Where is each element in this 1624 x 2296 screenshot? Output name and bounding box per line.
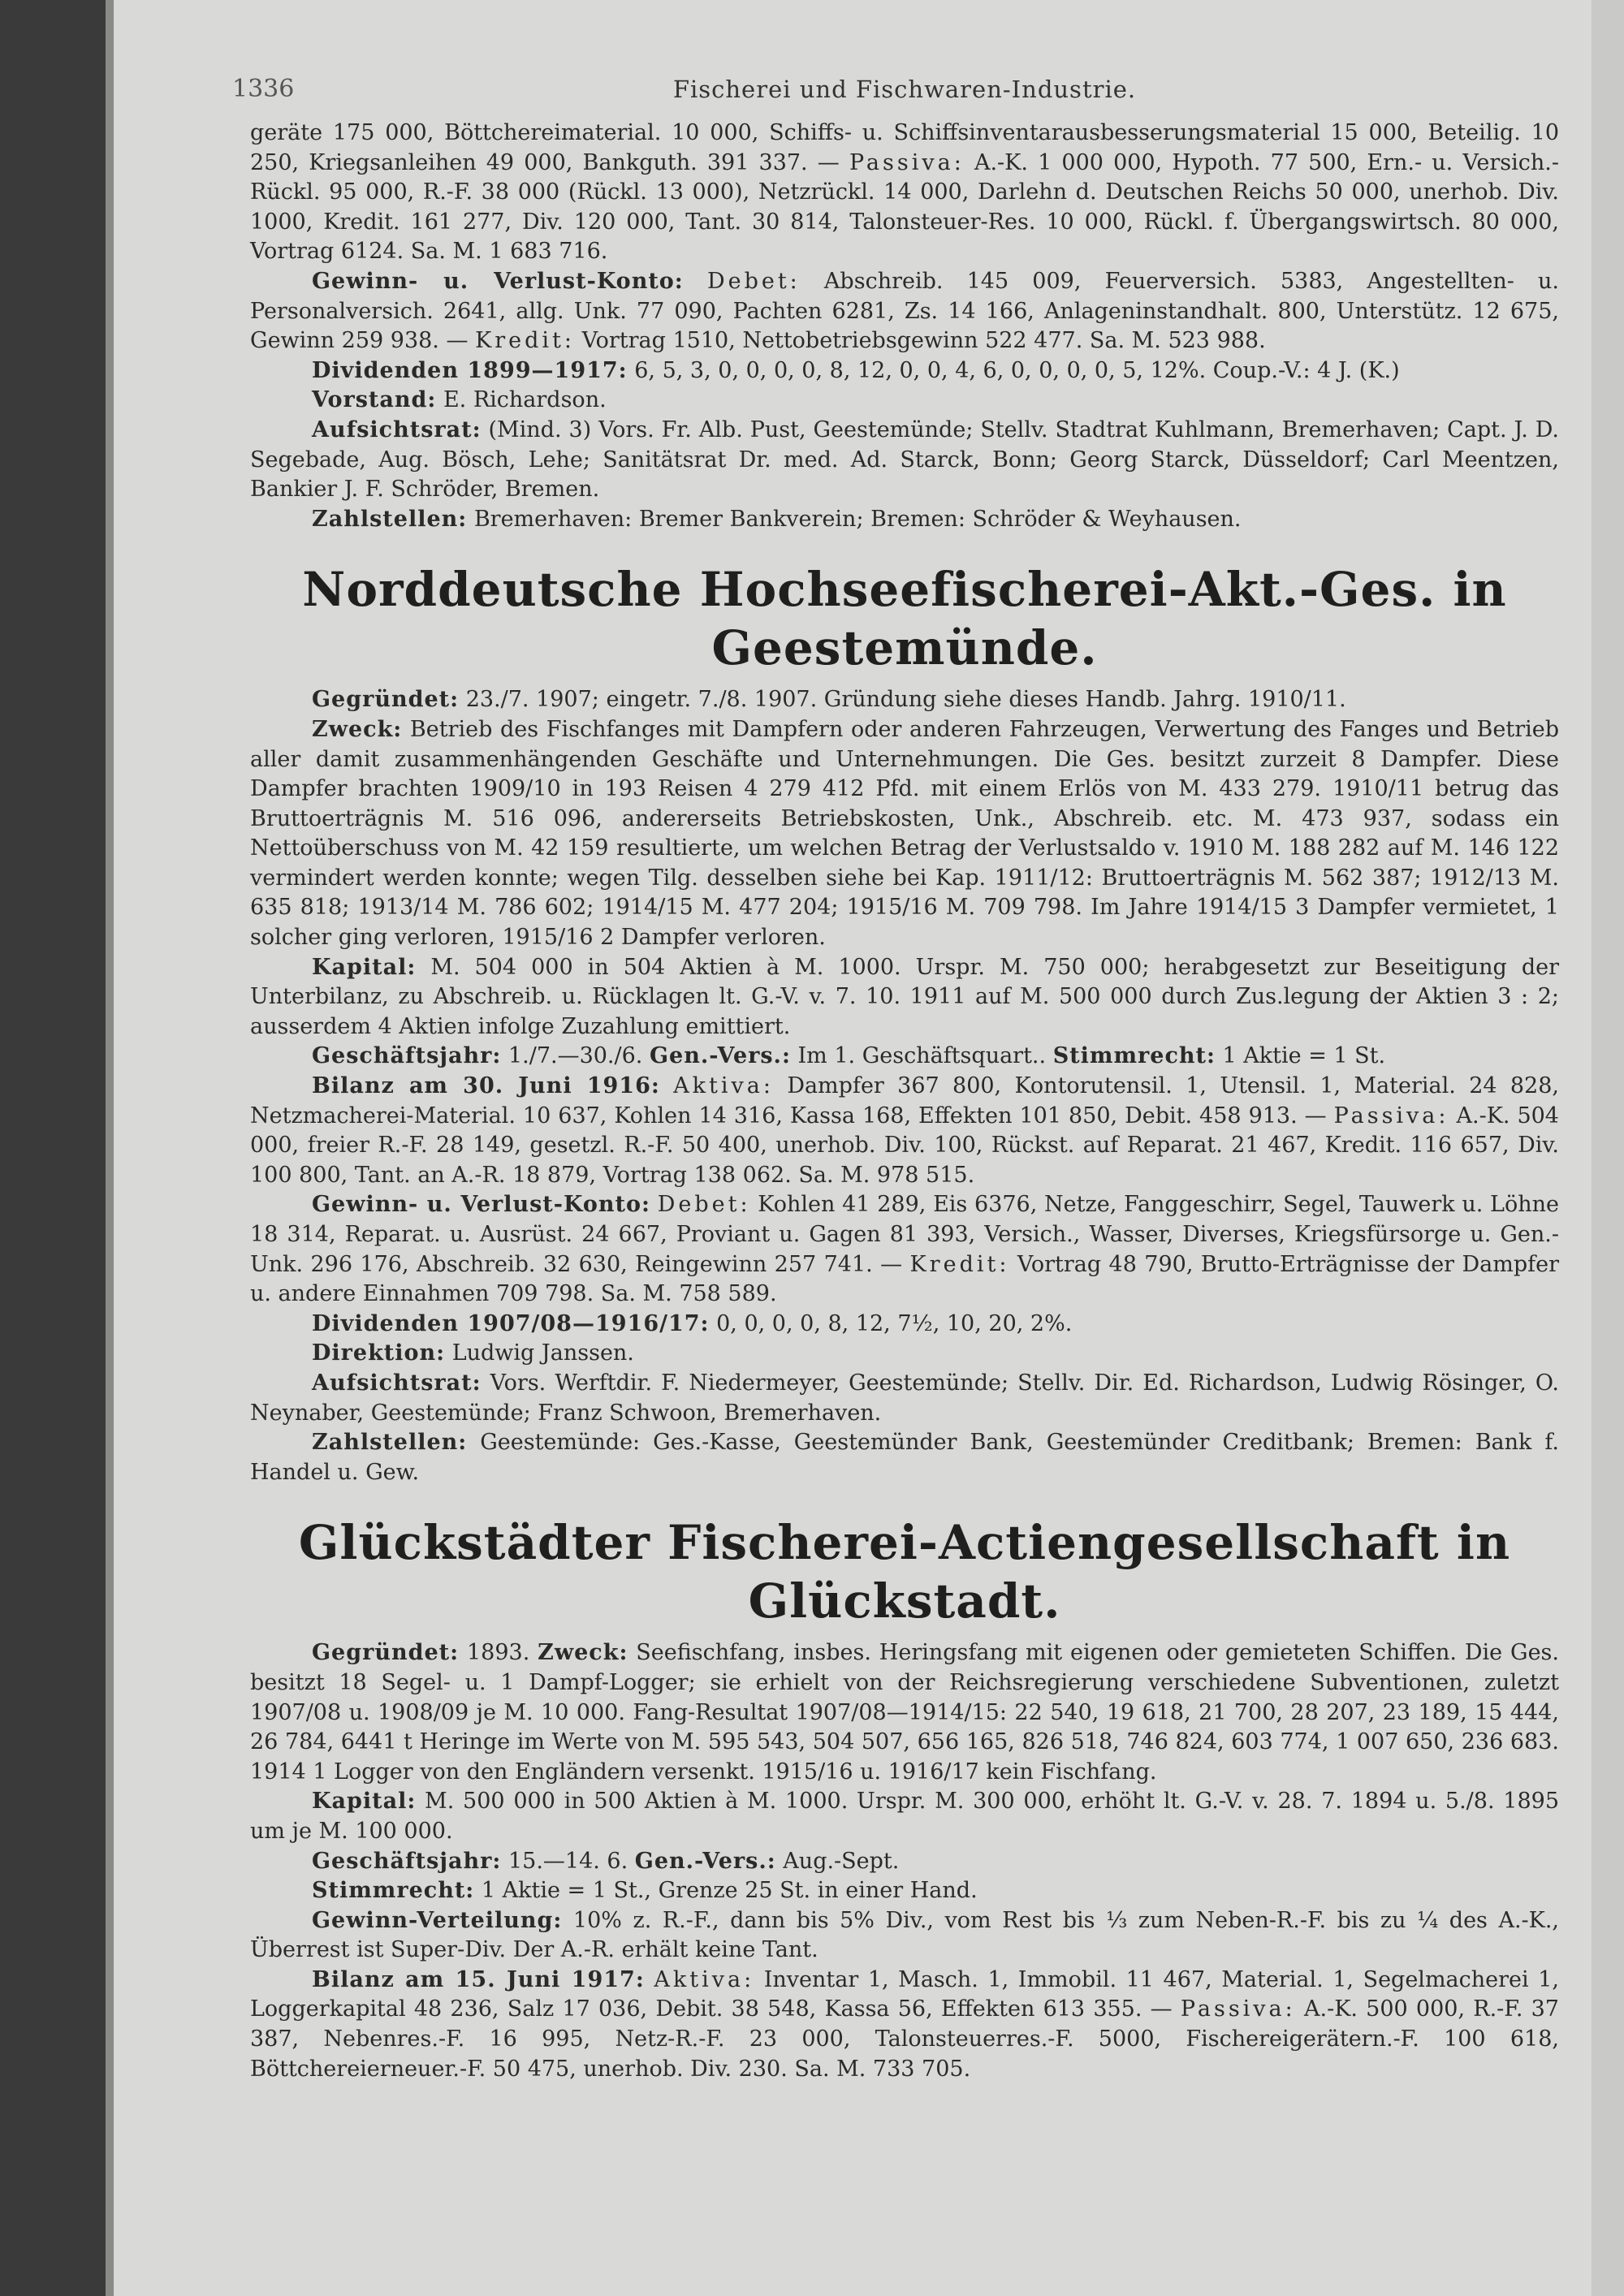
profit-loss-account: Gewinn- u. Verlust-Konto: Debet: Kohlen 41 289, Eis 6376, Netze, Fanggeschirr, Segel, Tauwerk u. Löhne 18 314, Reparat. u. Ausrüst. 24 667, Proviant u. Gagen 81 393, Versich., Wasser, Diverses, Kriegsfürsorge u. Gen.-Unk. 296 176, Abschreib. 32 630, Reingewinn 257 741. — Kredit: Vortrag 48 790, Brutto-Erträgnisse der Dampfer u. andere Einnahmen 709 798. Sa. M. 758 589.: [250, 1192, 1559, 1307]
directors: Direktion: Ludwig Janssen.: [312, 1340, 634, 1366]
capital: Kapital: M. 500 000 in 500 Aktien à M. 1000. Urspr. M. 300 000, erhöht lt. G.-V. v. 28. 7. 1894 u. 5./8. 1895 um je M. 100 000.: [250, 1789, 1559, 1844]
dividends: Dividenden 1899—1917: 6, 5, 3, 0, 0, 0, 0, 8, 12, 0, 0, 4, 6, 0, 0, 0, 0, 5, 12%. Coup.-V.: 4 J. (K.): [312, 357, 1400, 383]
page-gutter-edge: [106, 0, 114, 2296]
capital: Kapital: M. 504 000 in 504 Aktien à M. 1000. Urspr. M. 750 000; herabgesetzt zur Beseitigung der Unterbilanz, zu Abschreib. u. Rücklagen lt. G.-V. v. 7. 10. 1911 auf M. 500 000 durch Zus.legung der Aktien 3 : 2; ausserdem 4 Aktien infolge Zuzahlung emittiert.: [250, 954, 1559, 1039]
book-binding-shadow: [0, 0, 106, 2296]
passiva-label: Passiva:: [849, 149, 965, 175]
balance-sheet: Bilanz am 15. Juni 1917: Aktiva: Inventar 1, Masch. 1, Immobil. 11 467, Material. 1, Segelmacherei 1, Loggerkapital 48 236, Salz 17 036, Debit. 38 548, Kassa 56, Effekten 613 355. — Passiva: A.-K. 500 000, R.-F. 37 387, Nebenres.-F. 16 995, Netz-R.-F. 23 000, Talonsteuerres.-F. 5000, Fischereigerätern.-F. 100 618, Böttchereierneuer.-F. 50 475, unerhob. Div. 230. Sa. M. 733 705.: [250, 1966, 1559, 2082]
page-header: [232, 75, 1559, 119]
founded: Gegründet: 23./7. 1907; eingetr. 7./8. 1907. Gründung siehe dieses Handb. Jahrg. 1910/11.: [312, 687, 1346, 713]
founded-purpose: Gegründet: 1893. Zweck: Seefischfang, insbes. Heringsfang mit eigenen oder gemieteten Schiffen. Die Ges. besitzt 18 Segel- u. 1 Dampf-Logger; sie erhielt von der Reichsregierung verschiedene Subventionen, zuletzt 1907/08 u. 1908/09 je M. 10 000. Fang-Resultat 1907/08—1914/15: 22 540, 19 618, 21 700, 28 207, 23 189, 15 444, 26 784, 6441 t Heringe im Werte von M. 595 543, 504 507, 656 165, 826 518, 746 824, 603 774, 1 007 650, 236 683. 1914 1 Logger von den Engländern versenkt. 1915/16 u. 1916/17 kein Fischfang.: [250, 1640, 1559, 1785]
profit-loss-label: Gewinn- u. Verlust-Konto:: [312, 268, 684, 294]
balance-continuation: geräte 175 000, Böttchereimaterial. 10 000, Schiffs- u. Schiffsinventarausbesserungsmaterial 15 000, Beteilig. 10 250, Kriegsanleihen 49 000, Bankguth. 391 337. — Passiva: A.-K. 1 000 000, Hypoth. 77 500, Ern.- u. Versich.-Rückl. 95 000, R.-F. 38 000 (Rückl. 13 000), Netzrückl. 14 000, Darlehn d. Deutschen Reichs 50 000, unerhob. Div. 1000, Kredit. 161 277, Div. 120 000, Tant. 30 814, Talonsteuer-Res. 10 000, Rückl. f. Übergangswirtsch. 80 000, Vortrag 6124. Sa. M. 1 683 716.: [250, 120, 1560, 265]
voting-rights: Stimmrecht: 1 Aktie = 1 St., Grenze 25 St. in einer Hand.: [312, 1878, 978, 1904]
entry-title: Norddeutsche Hochseefischerei-Akt.-Ges. in Geestemünde.: [302, 562, 1507, 676]
entry-glueckstaedter-fischerei: [250, 1513, 1559, 2084]
supervisory-board: Aufsichtsrat: (Mind. 3) Vors. Fr. Alb. Pust, Geestemünde; Stellv. Stadtrat Kuhlmann, Bremerhaven; Capt. J. D. Segebade, Aug. Bösch, Lehe; Sanitätsrat Dr. med. Ad. Starck, Bonn; Georg Starck, Düsseldorf; Carl Meentzen, Bankier J. F. Schröder, Bremen.: [250, 416, 1559, 503]
running-title: Fischerei und Fischwaren-Industrie.: [672, 76, 1137, 103]
entry-norddeutsche-hochseefischerei: [250, 560, 1559, 1487]
fiscal-year: Geschäftsjahr: 1./7.—30./6. Gen.-Vers.: Im 1. Geschäftsquart.. Stimmrecht: 1 Aktie = 1 St.: [312, 1043, 1386, 1069]
profit-distribution: Gewinn-Verteilung: 10% z. R.-F., dann bis 5% Div., vom Rest bis ⅓ zum Neben-R.-F. bis zu ¼ des A.-K., Überrest ist Super-Div. Der A.-R. erhält keine Tant.: [250, 1907, 1559, 1963]
entry-continued: [250, 119, 1559, 534]
board: Vorstand: E. Richardson.: [312, 387, 607, 413]
document-page: [232, 75, 1560, 2084]
profit-loss-account: Gewinn- u. Verlust-Konto: Debet: Abschreib. 145 009, Feuerversich. 5383, Angestellten- u. Personalversich. 2641, allg. Unk. 77 090, Pachten 6281, Zs. 14 166, Anlageninstandhalt. 800, Unterstütz. 12 675, Gewinn 259 938. — Kredit: Vortrag 1510, Nettobetriebsgewinn 522 477. Sa. M. 523 988.: [250, 268, 1559, 354]
entry-title: Glückstädter Fischerei-Actiengesellschaft in Glückstadt.: [298, 1515, 1511, 1629]
fiscal-year: Geschäftsjahr: 15.—14. 6. Gen.-Vers.: Aug.-Sept.: [312, 1848, 900, 1874]
dividends: Dividenden 1907/08—1916/17: 0, 0, 0, 0, 8, 12, 7½, 10, 20, 2%.: [312, 1310, 1073, 1336]
paying-agents: Zahlstellen: Geestemünde: Ges.-Kasse, Geestemünder Bank, Geestemünder Creditbank; Bremen: Bank f. Handel u. Gew.: [250, 1430, 1559, 1485]
balance-sheet: Bilanz am 30. Juni 1916: Aktiva: Dampfer 367 800, Kontorutensil. 1, Utensil. 1, Material. 24 828, Netzmacherei-Material. 10 637, Kohlen 14 316, Kassa 168, Effekten 101 850, Debit. 458 913. — Passiva: A.-K. 504 000, freier R.-F. 28 149, gesetzl. R.-F. 50 400, unerhob. Div. 100, Rückst. auf Reparat. 21 467, Kredit. 116 657, Div. 100 800, Tant. an A.-R. 18 879, Vortrag 138 062. Sa. M. 978 515.: [250, 1073, 1559, 1188]
supervisory-board: Aufsichtsrat: Vors. Werftdir. F. Niedermeyer, Geestemünde; Stellv. Dir. Ed. Richardson, Ludwig Rösinger, O. Neynaber, Geestemünde; Franz Schwoon, Bremerhaven.: [250, 1370, 1559, 1426]
page-right-edge: [1592, 0, 1624, 2296]
page-number: 1336: [232, 75, 295, 103]
purpose: Zweck: Betrieb des Fischfanges mit Dampfern oder anderen Fahrzeugen, Verwertung des Fanges und Betrieb aller damit zusammenhängenden Geschäfte und Unternehmungen. Die Ges. besitzt zurzeit 8 Dampfer. Diese Dampfer brachten 1909/10 in 193 Reisen 4 279 412 Pfd. mit einem Erlös von M. 433 279. 1910/11 betrug das Bruttoerträgnis M. 516 096, andererseits Betriebskosten, Unk., Abschreib. etc. M. 473 937, sodass ein Nettoüberschuss von M. 42 159 resultierte, um welchen Betrag der Verlustsaldo v. 1910 M. 188 282 auf M. 146 122 vermindert werden konnte; wegen Tilg. desselben siehe bei Kap. 1911/12: Bruttoerträgnis M. 562 387; 1912/13 M. 635 818; 1913/14 M. 786 602; 1914/15 M. 477 204; 1915/16 M. 709 798. Im Jahre 1914/15 3 Dampfer vermietet, 1 solcher ging verloren, 1915/16 2 Dampfer verloren.: [250, 716, 1559, 951]
paying-agents: Zahlstellen: Bremerhaven: Bremer Bankverein; Bremen: Schröder & Weyhausen.: [312, 506, 1242, 532]
